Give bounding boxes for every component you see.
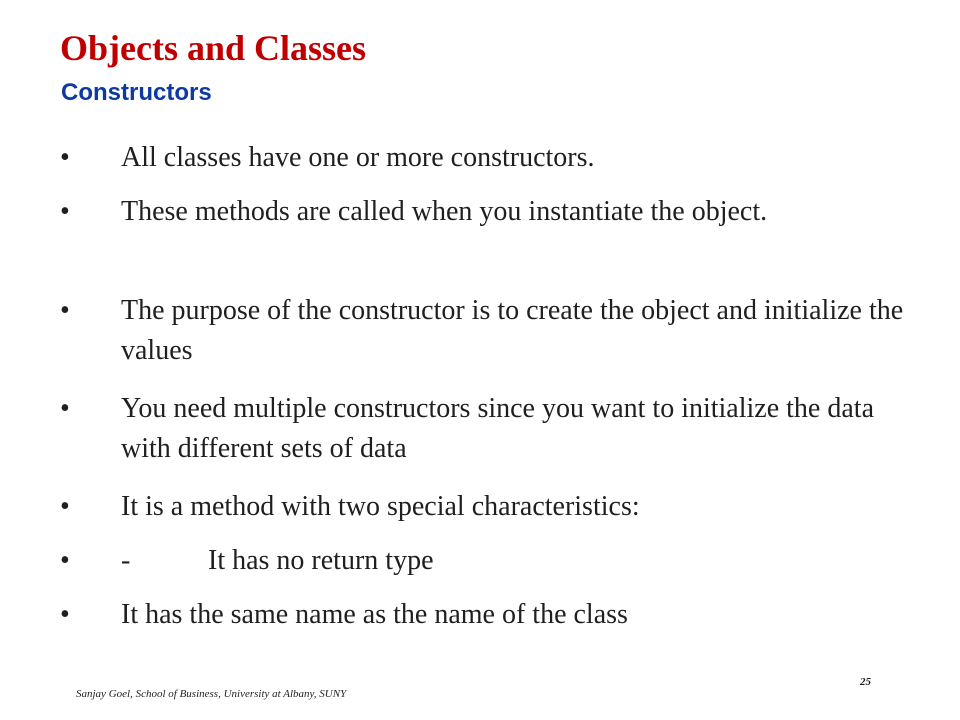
- bullet-text: It has no return type: [208, 545, 434, 576]
- bullet-dot-icon: •: [60, 295, 70, 326]
- bullet-text: All classes have one or more constructors.: [121, 142, 595, 173]
- bullet-text: It is a method with two special characteristics:: [121, 491, 640, 522]
- footer-credit: Sanjay Goel, School of Business, University at Albany, SUNY: [76, 688, 347, 700]
- bullet-dot-icon: •: [60, 196, 70, 227]
- bullet-dot-icon: •: [60, 142, 70, 173]
- slide-title: Objects and Classes: [60, 28, 367, 68]
- bullet-text: It has the same name as the name of the class: [121, 599, 628, 630]
- bullet-dot-icon: •: [60, 599, 70, 630]
- bullet-text: You need multiple constructors since you want to initialize the data with different sets of data: [121, 393, 874, 464]
- page-number: 25: [860, 676, 871, 688]
- bullet-dot-icon: •: [60, 545, 70, 576]
- bullet-dot-icon: •: [60, 491, 70, 522]
- bullet-text: The purpose of the constructor is to create the object and initialize the values: [121, 295, 904, 366]
- slide-subtitle: Constructors: [61, 79, 212, 106]
- bullet-text: These methods are called when you instantiate the object.: [121, 196, 768, 227]
- bullet-dot-icon: •: [60, 393, 70, 424]
- sub-marker: -: [121, 545, 131, 576]
